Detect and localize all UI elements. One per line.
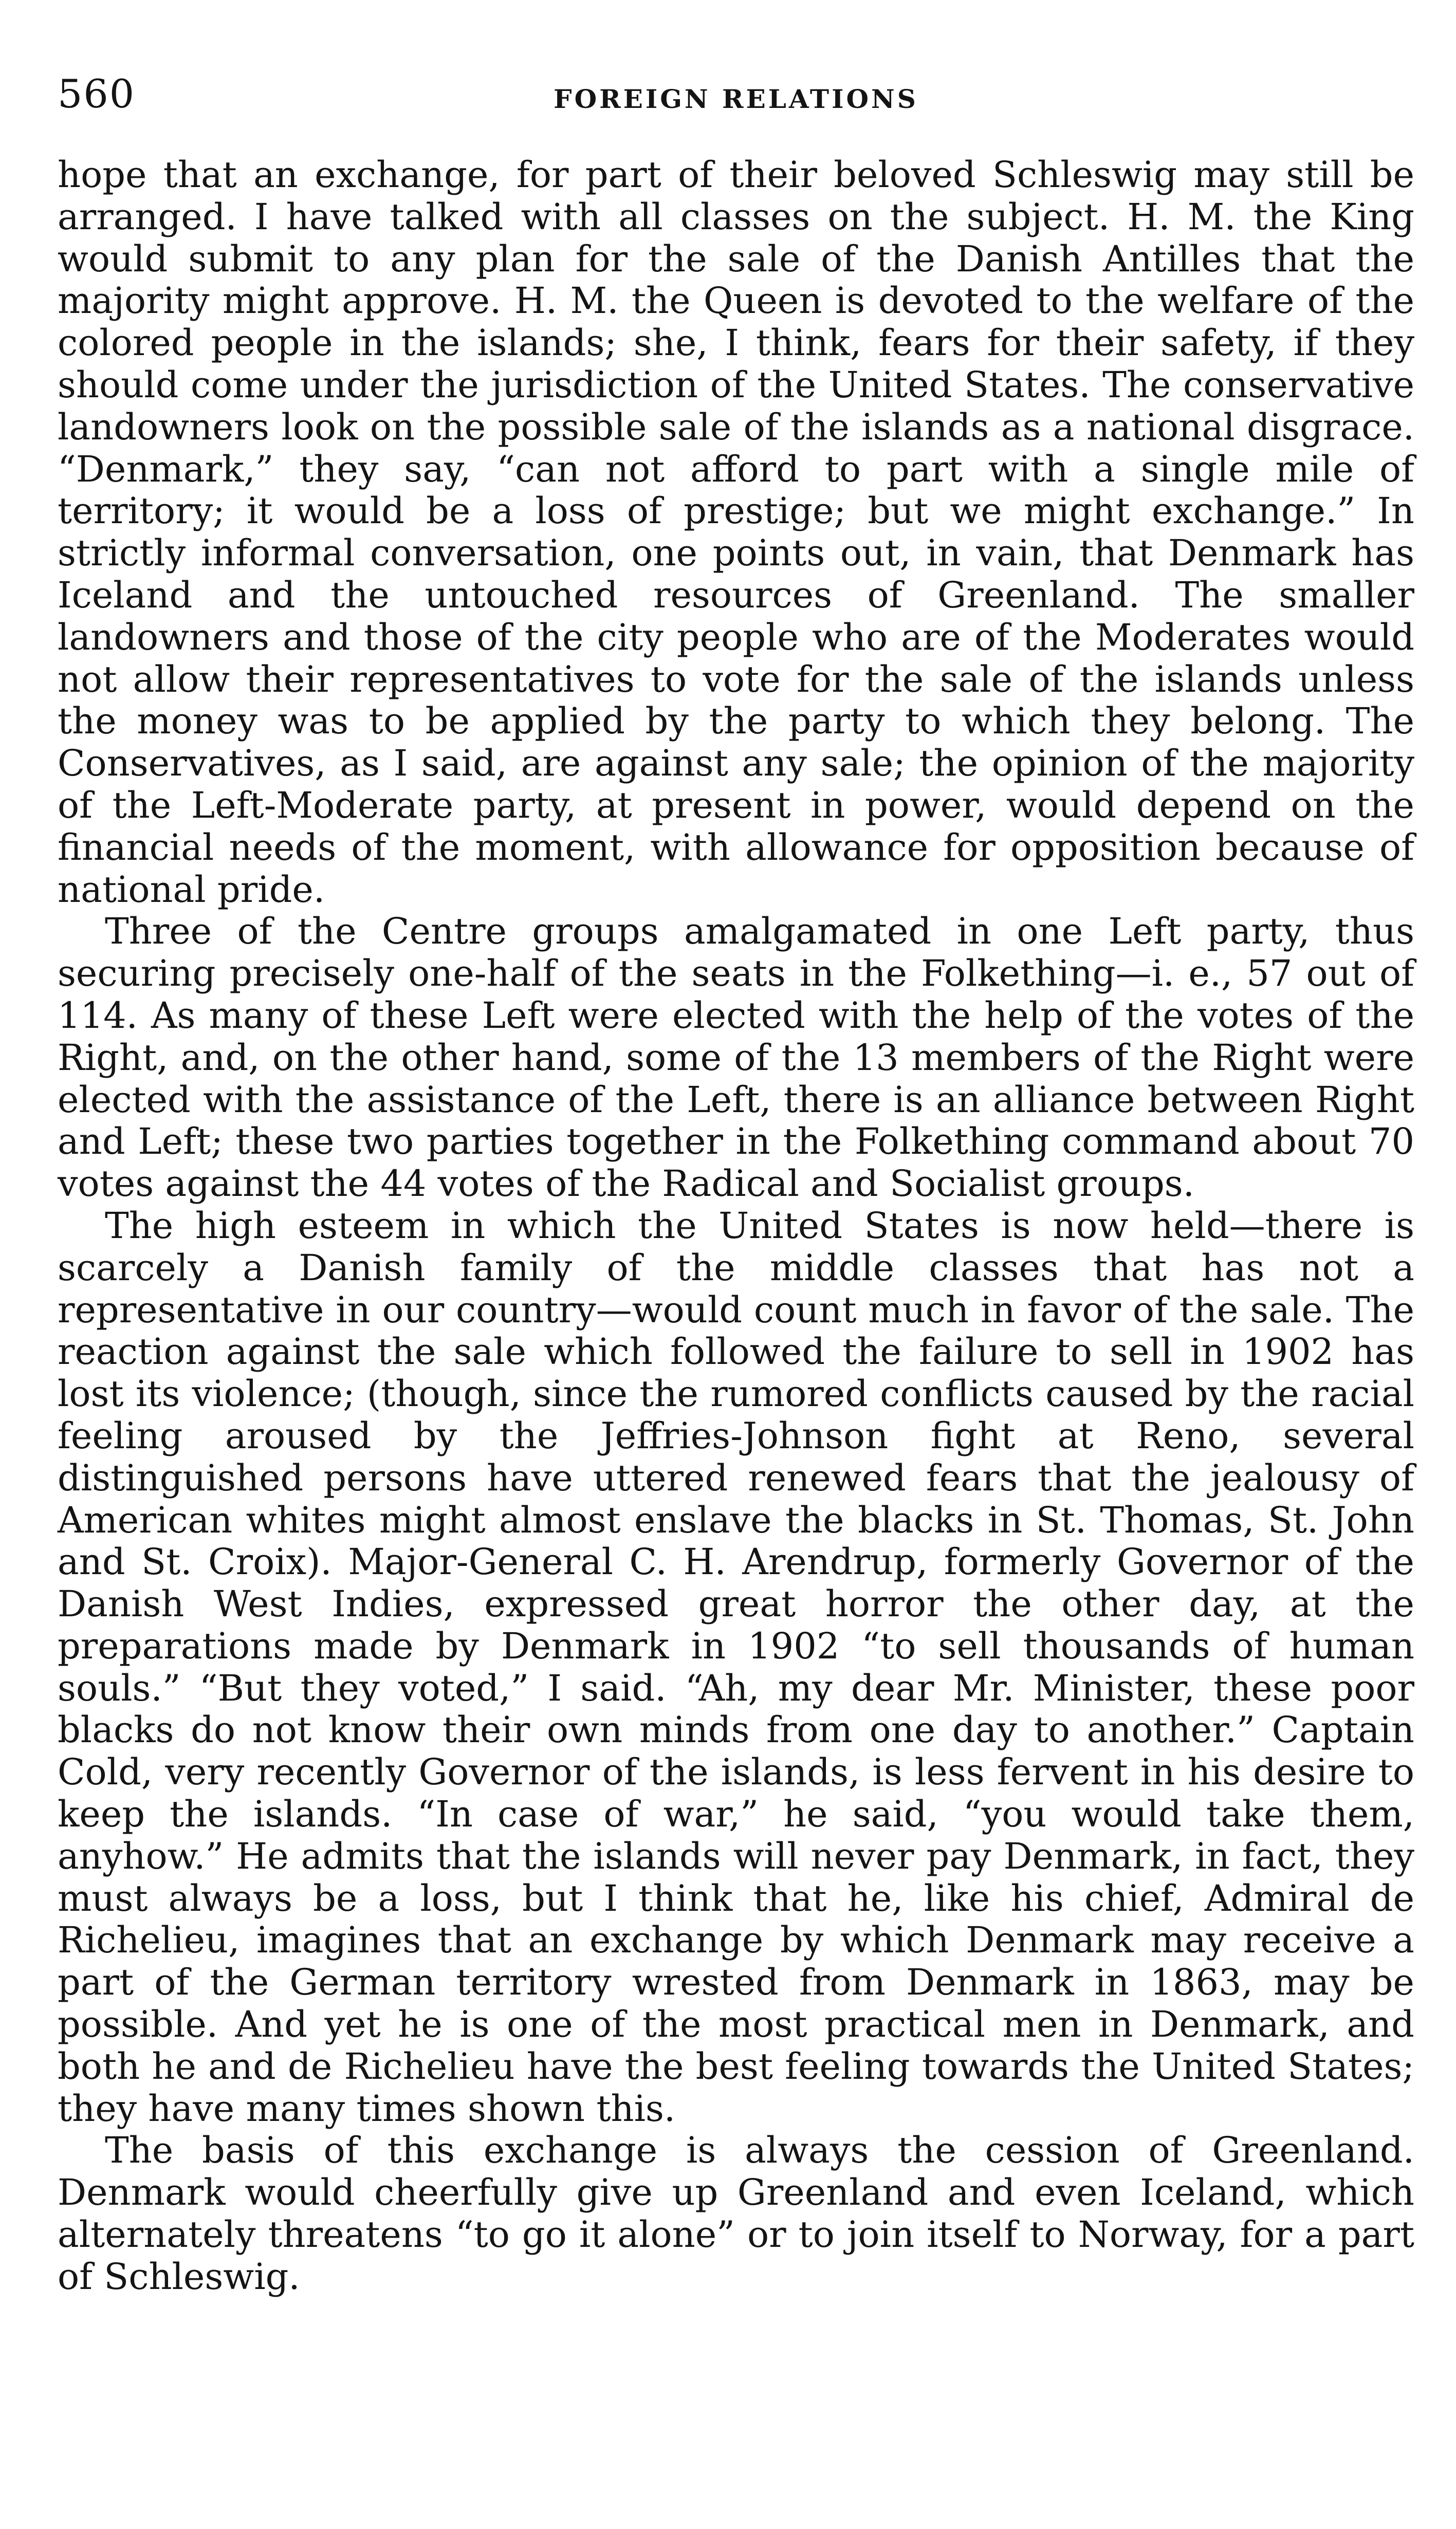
page-number: 560 bbox=[58, 71, 136, 117]
paragraph-2: Three of the Centre groups amalgamated in one Left party, thus securing precisely one-half of the seats in the Folkething—i. e., 57 out of 114. As many of these Left were elected with the help of the votes of the Right, and, on the other hand, some of the 13 members of the Right were elected with the assistance of the Left, there is an alliance between Right and Left; these two parties together in the Folkething command about 70 votes against the 44 votes of the Radical and Socialist groups. bbox=[58, 910, 1414, 1205]
page-header bbox=[58, 66, 1414, 122]
paragraph-3: The high esteem in which the United States is now held—there is scarcely a Danish family of the middle classes that has not a representative in our country—would count much in favor of the sale. The reaction against the sale which followed the failure to sell in 1902 has lost its violence; (though, since the rumored conflicts caused by the racial feeling aroused by the Jeffries-Johnson fight at Reno, several distinguished persons have uttered renewed fears that the jealousy of American whites might almost enslave the blacks in St. Thomas, St. John and St. Croix). Major-General C. H. Arendrup, formerly Governor of the Danish West Indies, expressed great horror the other day, at the preparations made by Denmark in 1902 “to sell thousands of human souls.” “But they voted,” I said. “Ah, my dear Mr. Minister, these poor blacks do not know their own minds from one day to another.” Captain Cold, very recently Governor of the islands, is less fervent in his desire to keep the islands. “In case of war,” he said, “you would take them, anyhow.” He admits that the islands will never pay Denmark, in fact, they must always be a loss, but I think that he, like his chief, Admiral de Richelieu, imagines that an exchange by which Denmark may receive a part of the German territory wrested from Denmark in 1863, may be possible. And yet he is one of the most practical men in Denmark, and both he and de Richelieu have the best feeling towards the United States; they have many times shown this. bbox=[58, 1204, 1414, 2130]
paragraph-4: The basis of this exchange is always the cession of Greenland. Denmark would cheerfully give up Greenland and even Iceland, which alternately threatens “to go it alone” or to join itself to Norway, for a part of Schleswig. bbox=[58, 2129, 1414, 2298]
paragraph-1: hope that an exchange, for part of their beloved Schleswig may still be arranged. I have talked with all classes on the subject. H. M. the King would submit to any plan for the sale of the Danish Antilles that the majority might approve. H. M. the Queen is devoted to the welfare of the colored people in the islands; she, I think, fears for their safety, if they should come under the jurisdiction of the United States. The conservative landowners look on the possible sale of the islands as a national disgrace. “Denmark,” they say, “can not afford to part with a single mile of territory; it would be a loss of prestige; but we might exchange.” In strictly informal conversation, one points out, in vain, that Denmark has Iceland and the untouched resources of Greenland. The smaller landowners and those of the city people who are of the Moderates would not allow their representatives to vote for the sale of the islands unless the money was to be applied by the party to which they belong. The Conservatives, as I said, are against any sale; the opinion of the majority of the Left-Moderate party, at present in power, would depend on the financial needs of the moment, with allowance for opposition because of national pride. bbox=[58, 154, 1414, 911]
body-text bbox=[58, 154, 1414, 2298]
running-head: FOREIGN RELATIONS bbox=[554, 84, 918, 114]
